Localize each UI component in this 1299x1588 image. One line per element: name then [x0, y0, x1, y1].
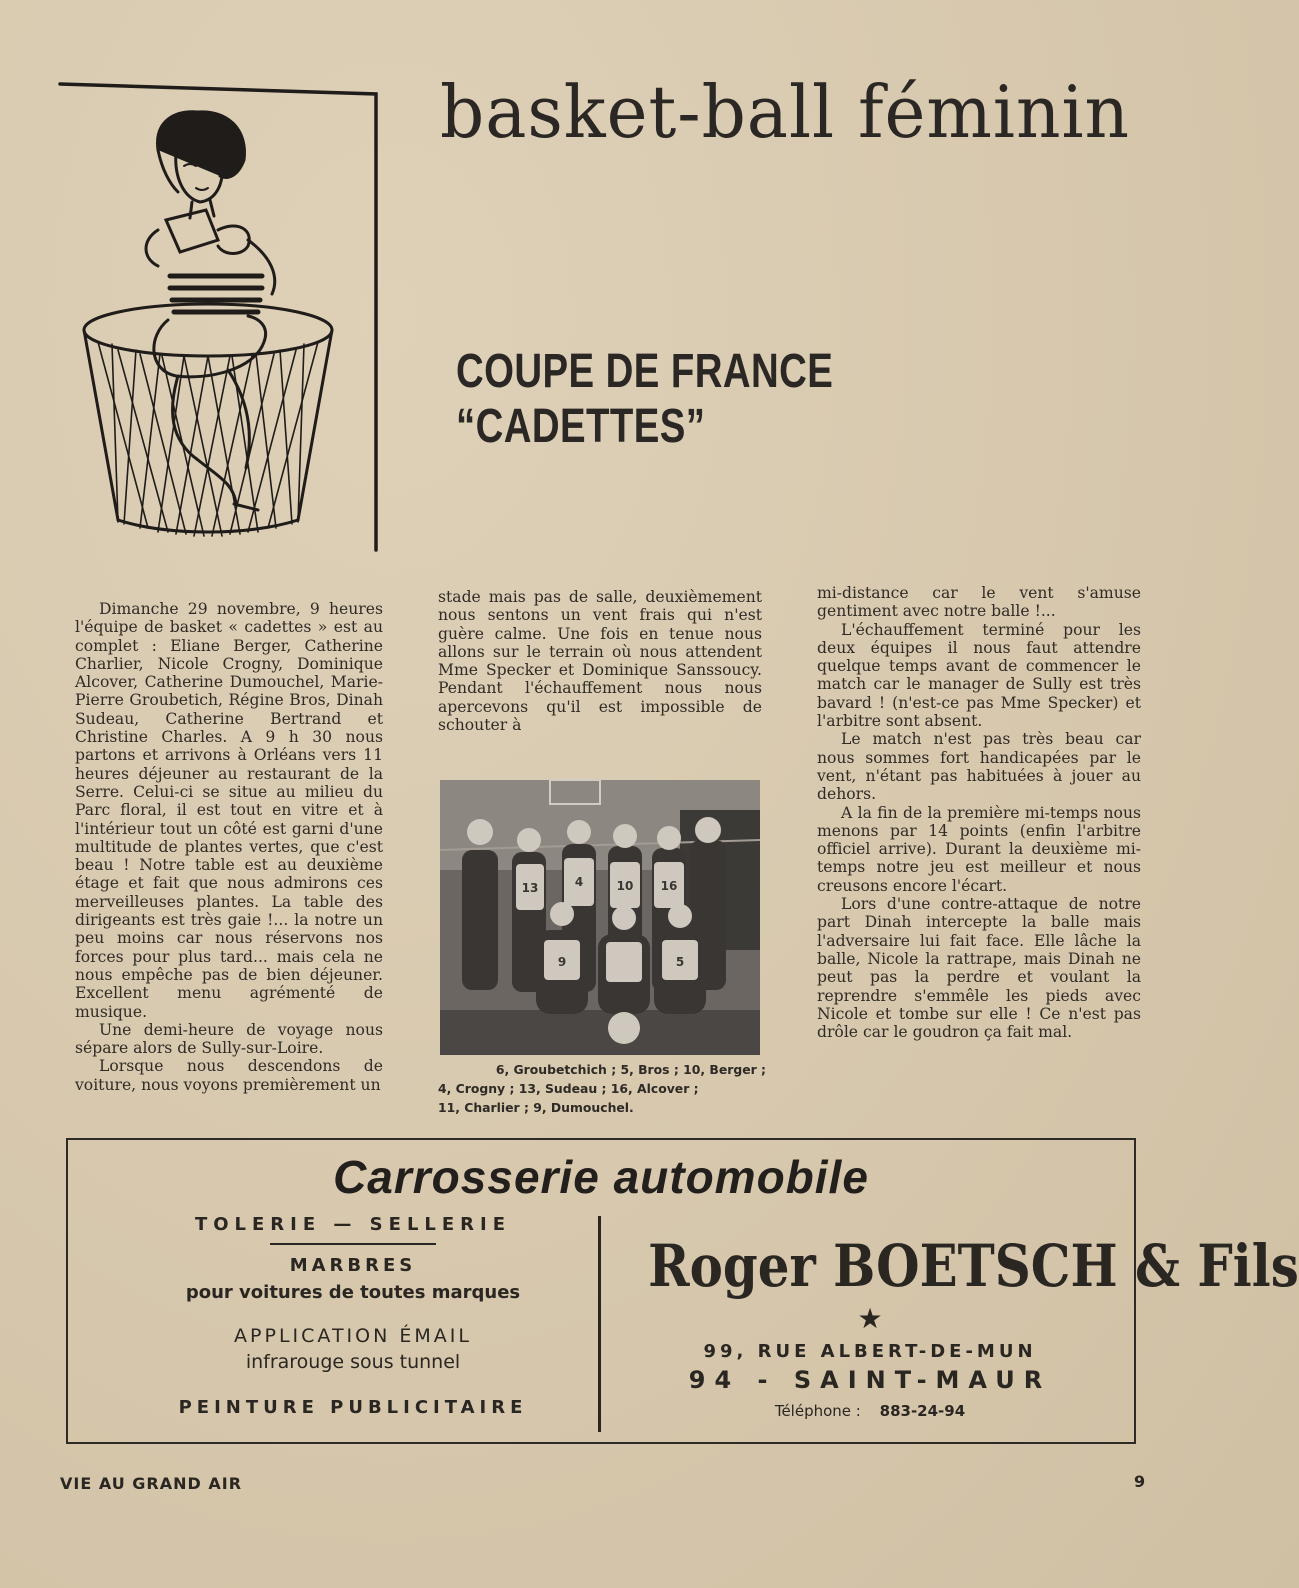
ad-services-line: PEINTURE PUBLICITAIRE	[178, 1397, 528, 1418]
section-title: COUPE DE FRANCE “CADETTES”	[456, 345, 834, 453]
ad-contact	[612, 1230, 1299, 1420]
jersey-number: 13	[521, 881, 539, 895]
article-paragraph: mi-distance car le vent s'amuse gentiment avec notre balle !...	[817, 584, 1141, 621]
address-street: 99, RUE ALBERT-DE-MUN	[703, 1341, 1037, 1362]
phone-number: 883-24-94	[879, 1402, 966, 1420]
ad-rule	[270, 1243, 436, 1245]
cartoon-illustration	[58, 80, 382, 566]
address-city: 94 - SAINT-MAUR	[688, 1366, 1052, 1394]
jersey-number: 4	[574, 875, 584, 889]
article-paragraph: Lors d'une contre-attaque de notre part Dinah intercepte la balle mais l'adversaire lui fait face. Elle lâche la balle, Nicole la rattrape, mais Dinah ne peut pas la perdre et voulant la reprendre s'emmêle les pieds avec Nicole et tombe sur elle ! Ce n'est pas drôle car le goudron ça fait mal.	[817, 895, 1141, 1042]
company-name: Roger BOETSCH & Fils	[648, 1232, 1299, 1300]
advertisement	[66, 1138, 1299, 1444]
article-paragraph: Dimanche 29 novembre, 9 heures l'équipe de basket « cadettes » est au complet : Eliane Berger, Catherine Charlier, Nicole Crogny, Dominique Alcover, Catherine Dumouchel, Marie-Pierre Groubetich, Régine Bros, Dinah Sudeau, Catherine Bertrand et Christine Charles. A 9 h 30 nous partons et arrivons à Orléans vers 11 heures déjeuner au restaurant de la Serre. Celui-ci se situe au milieu du Parc floral, il est tout en vitre et à l'intérieur tout un côté est garni d'une multitude de plantes vertes, que c'est beau ! Notre table est au deuxième étage et fait que nous admirons ces merveilleuses plantes. La table des dirigeants est très gaie !... la notre un peu moins car nous réservons nos forces pour plus tard... mais cela ne nous empêche pas de bien déjeuner. Excellent menu agrémenté de musique.	[75, 600, 383, 1021]
article-paragraph: A la fin de la première mi-temps nous menons par 14 points (enfin l'arbitre officiel arrive). Durant la deuxième mi-temps notre jeu est meilleur et nous creusons encore l'écart.	[817, 803, 1141, 895]
phone-label: Téléphone :	[774, 1402, 861, 1420]
phone	[612, 1402, 1128, 1420]
article-paragraph: L'échauffement terminé pour les deux équipes il nous faut attendre quelque temps avant de commencer le match car le manager de Sully est très bavard ! (n'est-ce pas Mme Specker) et l'arbitre sont absent.	[817, 620, 1141, 731]
publication-name: VIE AU GRAND AIR	[60, 1474, 243, 1493]
jersey-number: 5	[675, 955, 685, 969]
ad-services-line: MARBRES	[289, 1255, 417, 1276]
article-paragraph: Lorsque nous descendons de voiture, nous voyons premièrement un	[75, 1057, 383, 1094]
article-column-1	[75, 600, 383, 1094]
jersey-number: 10	[616, 879, 634, 893]
caption-line: 6, Groubetchich ; 5, Bros ; 10, Berger ;	[495, 1062, 766, 1077]
article-paragraph: Une demi-heure de voyage nous sépare alors de Sully-sur-Loire.	[75, 1020, 383, 1058]
ad-divider	[598, 1216, 601, 1432]
girl-on-basket-drawing	[58, 80, 382, 566]
article-column-2	[438, 588, 762, 734]
page-title: basket-ball féminin	[440, 70, 1130, 154]
page-number: 9	[1134, 1472, 1146, 1491]
ad-services-line: infrarouge sous tunnel	[245, 1351, 461, 1373]
ad-services-line: APPLICATION ÉMAIL	[234, 1325, 472, 1347]
ad-headline: Carrosserie automobile	[333, 1151, 869, 1203]
ad-services	[108, 1214, 598, 1418]
photo-caption	[438, 1060, 766, 1117]
star-icon: ★	[857, 1302, 883, 1335]
caption-line: 11, Charlier ; 9, Dumouchel.	[438, 1100, 634, 1115]
team-photo	[440, 780, 760, 1055]
article-column-3	[817, 584, 1141, 1041]
ad-services-line: pour voitures de toutes marques	[185, 1282, 521, 1303]
jersey-number: 9	[557, 955, 567, 969]
article-paragraph: Le match n'est pas très beau car nous sommes fort handicapées par le vent, n'étant pas habituées à jouer au dehors.	[817, 730, 1141, 804]
team-photo-image	[440, 780, 760, 1055]
jersey-number: 16	[660, 879, 678, 893]
article-paragraph: stade mais pas de salle, deuxièmement nous sentons un vent frais qui n'est guère calme. Une fois en tenue nous allons sur le terrain où nous attendent Mme Specker et Dominique Sanssoucy. Pendant l'échauffement nous nous apercevons qu'il est impossible de schouter à	[438, 588, 762, 735]
ad-services-line: TOLERIE — SELLERIE	[194, 1214, 512, 1235]
caption-line: 4, Crogny ; 13, Sudeau ; 16, Alcover ;	[438, 1081, 699, 1096]
